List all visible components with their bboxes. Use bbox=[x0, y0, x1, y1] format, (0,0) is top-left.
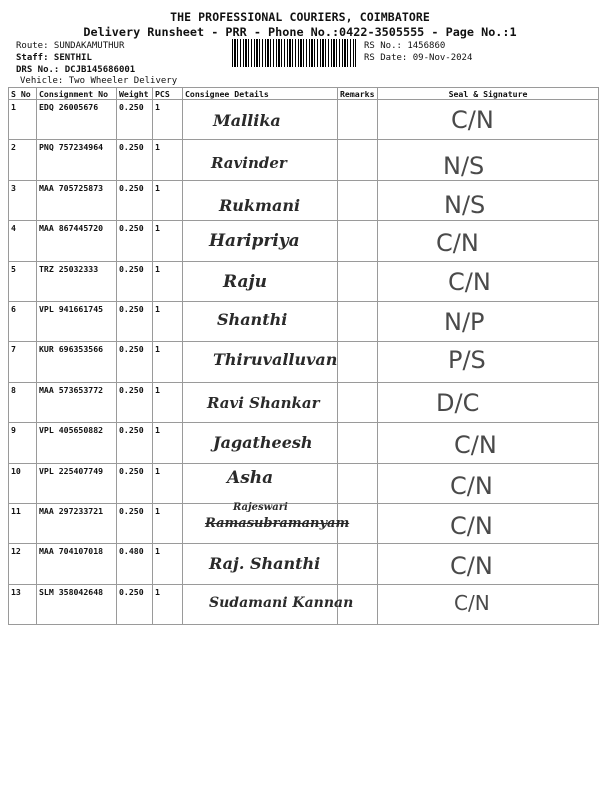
cell-sno: 1 bbox=[9, 100, 37, 140]
handwritten-consignee: Jagatheesh bbox=[213, 433, 313, 453]
cell-seal bbox=[378, 584, 599, 624]
seal-mark: P/S bbox=[448, 346, 486, 375]
cell-consignee bbox=[183, 140, 338, 180]
handwritten-consignee: Thiruvalluvan bbox=[213, 350, 338, 370]
cell-pcs: 1 bbox=[153, 100, 183, 140]
handwritten-consignee: Ravinder bbox=[211, 154, 287, 173]
drs-number: DRS No.: DCJB145686001 bbox=[16, 65, 136, 75]
cell-pcs: 1 bbox=[153, 301, 183, 341]
cell-seal bbox=[378, 261, 599, 301]
col-sno: S No bbox=[9, 88, 37, 100]
cell-seal bbox=[378, 180, 599, 220]
cell-consignee bbox=[183, 423, 338, 463]
cell-consignee bbox=[183, 221, 338, 261]
cell-consignee bbox=[183, 544, 338, 584]
barcode bbox=[232, 39, 356, 67]
cell-weight: 0.250 bbox=[117, 221, 153, 261]
cell-pcs: 1 bbox=[153, 221, 183, 261]
cell-consignment: TRZ 25032333 bbox=[37, 261, 117, 301]
col-pcs: PCS bbox=[153, 88, 183, 100]
cell-pcs: 1 bbox=[153, 463, 183, 503]
cell-consignee bbox=[183, 584, 354, 624]
cell-sno: 7 bbox=[9, 342, 37, 382]
cell-seal bbox=[378, 342, 599, 382]
cell-sno: 2 bbox=[9, 140, 37, 180]
cell-sno: 11 bbox=[9, 503, 37, 543]
cell-sno: 6 bbox=[9, 301, 37, 341]
cell-pcs: 1 bbox=[153, 584, 183, 624]
col-weight: Weight bbox=[117, 88, 153, 100]
table-row bbox=[9, 261, 599, 301]
handwritten-consignee: Sudamani Kannan bbox=[209, 594, 354, 611]
table-row bbox=[9, 140, 599, 180]
cell-consignment: MAA 705725873 bbox=[37, 180, 117, 220]
col-consignment: Consignment No bbox=[37, 88, 117, 100]
cell-pcs: 1 bbox=[153, 261, 183, 301]
cell-sno: 13 bbox=[9, 584, 37, 624]
seal-mark: C/N bbox=[450, 552, 493, 581]
cell-consignment: VPL 225407749 bbox=[37, 463, 117, 503]
handwritten-consignee: Ravi Shankar bbox=[207, 393, 320, 412]
rs-date: RS Date: 09-Nov-2024 bbox=[364, 53, 473, 63]
cell-seal bbox=[378, 544, 599, 584]
handwritten-consignee: Raju bbox=[223, 271, 268, 292]
cell-consignee bbox=[183, 301, 338, 341]
seal-mark: C/N bbox=[450, 511, 493, 540]
table-row bbox=[9, 382, 599, 422]
cell-weight: 0.250 bbox=[117, 382, 153, 422]
cell-remarks bbox=[338, 382, 378, 422]
cell-consignee bbox=[183, 261, 338, 301]
cell-remarks bbox=[338, 342, 378, 382]
cell-weight: 0.250 bbox=[117, 261, 153, 301]
table-row bbox=[9, 544, 599, 584]
seal-mark: D/C bbox=[436, 388, 480, 417]
cell-seal bbox=[378, 423, 599, 463]
cell-consignment: VPL 405650882 bbox=[37, 423, 117, 463]
table-row bbox=[9, 503, 599, 543]
table-row bbox=[9, 100, 599, 140]
seal-mark: C/N bbox=[454, 590, 490, 615]
cell-consignee bbox=[183, 463, 338, 503]
table-row bbox=[9, 342, 599, 382]
seal-mark: C/N bbox=[436, 229, 479, 258]
cell-pcs: 1 bbox=[153, 180, 183, 220]
cell-consignment: PNQ 757234964 bbox=[37, 140, 117, 180]
runsheet-title: Delivery Runsheet - PRR - Phone No.:0422-3505555 - Page No.:1 bbox=[83, 25, 517, 39]
cell-weight: 0.250 bbox=[117, 180, 153, 220]
cell-consignee bbox=[183, 342, 338, 382]
cell-weight: 0.250 bbox=[117, 342, 153, 382]
cell-weight: 0.480 bbox=[117, 544, 153, 584]
cell-remarks bbox=[338, 261, 378, 301]
cell-weight: 0.250 bbox=[117, 463, 153, 503]
cell-remarks bbox=[338, 503, 378, 543]
runsheet-table bbox=[8, 87, 599, 625]
cell-sno: 10 bbox=[9, 463, 37, 503]
cell-pcs: 1 bbox=[153, 544, 183, 584]
seal-mark: C/N bbox=[450, 471, 493, 500]
handwritten-consignee: Asha bbox=[227, 467, 274, 488]
handwritten-note: Rajeswari bbox=[233, 501, 288, 513]
cell-consignee bbox=[183, 180, 338, 220]
cell-weight: 0.250 bbox=[117, 100, 153, 140]
cell-sno: 4 bbox=[9, 221, 37, 261]
handwritten-consignee: Mallika bbox=[213, 111, 281, 130]
cell-seal bbox=[378, 221, 599, 261]
handwritten-consignee: Haripriya bbox=[209, 231, 300, 252]
col-seal: Seal & Signature bbox=[378, 88, 599, 100]
cell-consignment: MAA 573653772 bbox=[37, 382, 117, 422]
cell-consignment: MAA 867445720 bbox=[37, 221, 117, 261]
cell-pcs: 1 bbox=[153, 140, 183, 180]
cell-pcs: 1 bbox=[153, 503, 183, 543]
col-remarks: Remarks bbox=[338, 88, 378, 100]
company-title: THE PROFESSIONAL COURIERS, COIMBATORE bbox=[170, 10, 430, 24]
cell-seal bbox=[378, 382, 599, 422]
cell-consignee bbox=[183, 100, 338, 140]
cell-pcs: 1 bbox=[153, 382, 183, 422]
seal-mark: C/N bbox=[448, 267, 491, 296]
cell-remarks bbox=[338, 100, 378, 140]
cell-remarks bbox=[338, 221, 378, 261]
cell-seal bbox=[378, 463, 599, 503]
cell-sno: 12 bbox=[9, 544, 37, 584]
cell-consignment: EDQ 26005676 bbox=[37, 100, 117, 140]
cell-consignment: SLM 358042648 bbox=[37, 584, 117, 624]
route-label: Route: SUNDAKAMUTHUR bbox=[16, 41, 125, 51]
cell-sno: 3 bbox=[9, 180, 37, 220]
staff-label: Staff: SENTHIL bbox=[16, 53, 92, 63]
cell-pcs: 1 bbox=[153, 342, 183, 382]
table-row bbox=[9, 221, 599, 261]
cell-weight: 0.250 bbox=[117, 140, 153, 180]
table-header-row bbox=[9, 88, 599, 100]
seal-mark: N/S bbox=[443, 152, 485, 181]
table-row bbox=[9, 584, 599, 624]
seal-mark: N/P bbox=[444, 307, 485, 336]
cell-weight: 0.250 bbox=[117, 503, 153, 543]
table-row bbox=[9, 180, 599, 220]
cell-weight: 0.250 bbox=[117, 301, 153, 341]
cell-seal bbox=[378, 100, 599, 140]
handwritten-consignee: Shanthi bbox=[217, 309, 288, 329]
cell-remarks bbox=[338, 584, 378, 624]
cell-remarks bbox=[338, 180, 378, 220]
cell-consignment: VPL 941661745 bbox=[37, 301, 117, 341]
cell-sno: 5 bbox=[9, 261, 37, 301]
cell-seal bbox=[378, 140, 599, 180]
vehicle-label: Vehicle: Two Wheeler Delivery bbox=[20, 76, 178, 86]
cell-remarks bbox=[338, 544, 378, 584]
cell-consignment: MAA 297233721 bbox=[37, 503, 117, 543]
cell-consignment: KUR 696353566 bbox=[37, 342, 117, 382]
cell-seal bbox=[378, 301, 599, 341]
cell-weight: 0.250 bbox=[117, 423, 153, 463]
cell-consignee bbox=[183, 382, 338, 422]
rs-number: RS No.: 1456860 bbox=[364, 41, 446, 51]
cell-remarks bbox=[338, 301, 378, 341]
cell-weight: 0.250 bbox=[117, 584, 153, 624]
seal-mark: N/S bbox=[444, 190, 486, 219]
cell-remarks bbox=[338, 140, 378, 180]
cell-sno: 8 bbox=[9, 382, 37, 422]
table-row bbox=[9, 463, 599, 503]
handwritten-consignee: Ramasubramanyam bbox=[205, 515, 350, 531]
cell-seal bbox=[378, 503, 599, 543]
col-consignee: Consignee Details bbox=[183, 88, 338, 100]
cell-sno: 9 bbox=[9, 423, 37, 463]
cell-remarks bbox=[338, 423, 378, 463]
cell-pcs: 1 bbox=[153, 423, 183, 463]
table-row bbox=[9, 423, 599, 463]
cell-consignee bbox=[183, 501, 350, 543]
seal-mark: C/N bbox=[454, 431, 497, 460]
seal-mark: C/N bbox=[451, 106, 494, 134]
handwritten-consignee: Rukmani bbox=[219, 195, 301, 215]
handwritten-consignee: Raj. Shanthi bbox=[209, 554, 321, 574]
cell-consignment: MAA 704107018 bbox=[37, 544, 117, 584]
cell-remarks bbox=[338, 463, 378, 503]
table-row bbox=[9, 301, 599, 341]
